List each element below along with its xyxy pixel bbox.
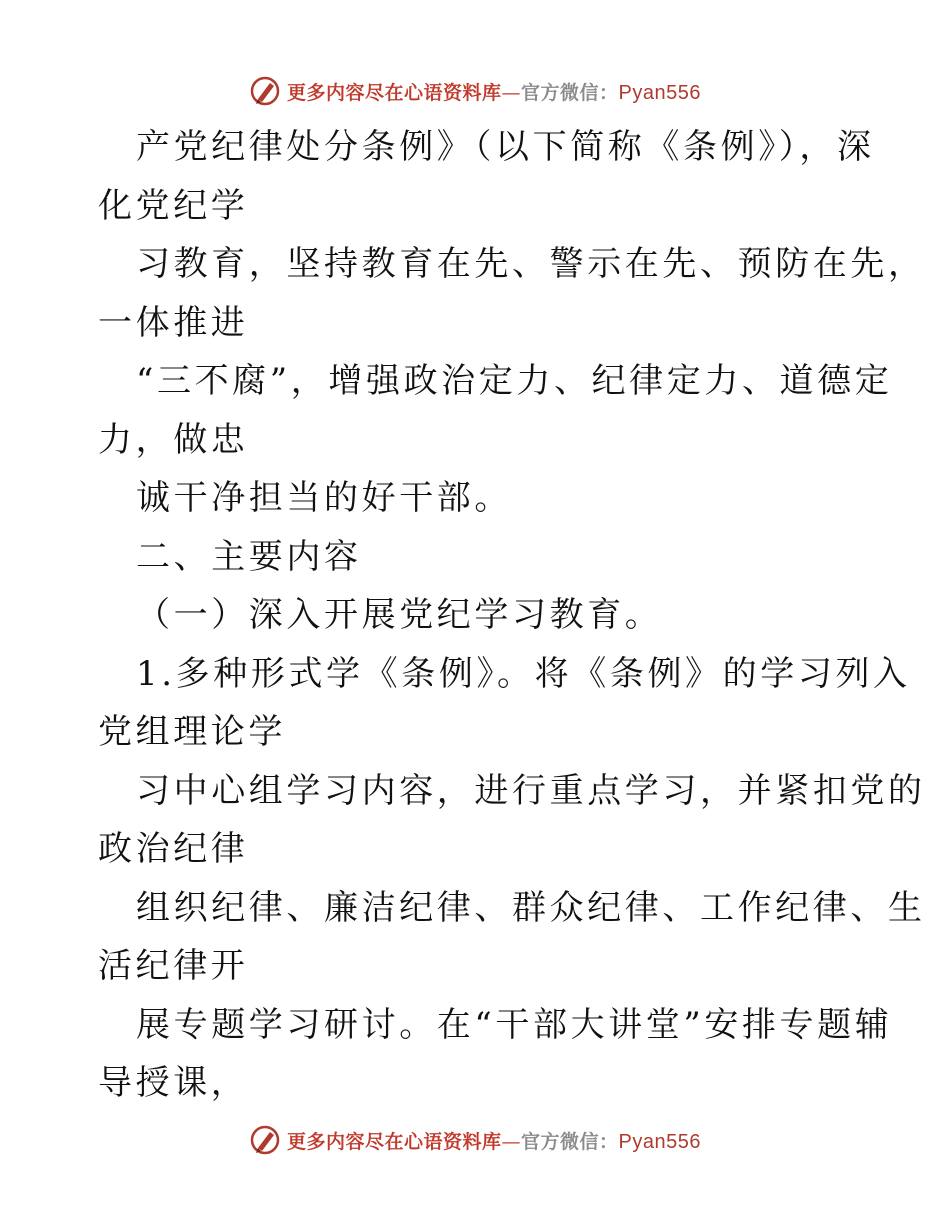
pen-logo-icon [249, 75, 281, 107]
banner-wechat-id: Pyan556 [618, 81, 701, 104]
body-line: 一体推进 [98, 302, 249, 343]
section-heading: 二、主要内容 [136, 536, 362, 577]
body-line: 活纪律开 [98, 946, 249, 986]
body-line: 力，做忠 [98, 419, 249, 460]
pen-logo-icon [249, 1124, 281, 1156]
banner-dash: — [501, 1130, 522, 1153]
banner-dash: — [501, 81, 522, 104]
body-line: 导授课， [98, 1063, 249, 1103]
body-line: 组织纪律、廉洁纪律、群众纪律、工作纪律、生 [136, 887, 926, 928]
banner-slogan: 更多内容尽在心语资料库 [287, 1130, 502, 1153]
body-line: 政治纪律 [98, 829, 249, 869]
banner-slogan: 更多内容尽在心语资料库 [287, 81, 502, 104]
subsection-heading: （一）深入开展党纪学习教育。 [136, 595, 663, 635]
body-line: 习教育，坚持教育在先、警示在先、预防在先， [136, 244, 926, 284]
banner-wechat-label: 官方微信： [521, 81, 619, 104]
body-line: 产党纪律处分条例》（以下简称《条例》），深 [136, 127, 875, 167]
body-line: 1.多种形式学《条例》。将《条例》的学习列入 [136, 653, 911, 694]
banner-wechat-id: Pyan556 [618, 1130, 701, 1153]
document-body [98, 118, 926, 1113]
body-line: “三不腐”，增强政治定力、纪律定力、道德定 [136, 361, 893, 401]
body-line: 展专题学习研讨。在“干部大讲堂”安排专题辅 [136, 1004, 893, 1045]
body-line: 诚干净担当的好干部。 [136, 478, 512, 518]
banner-wechat-label: 官方微信： [521, 1130, 619, 1153]
header-watermark-banner [0, 71, 950, 111]
body-line: 党组理论学 [98, 712, 286, 752]
footer-watermark-banner [0, 1120, 950, 1160]
body-line: 习中心组学习内容，进行重点学习，并紧扣党的 [136, 770, 926, 811]
body-line: 化党纪学 [98, 185, 249, 226]
